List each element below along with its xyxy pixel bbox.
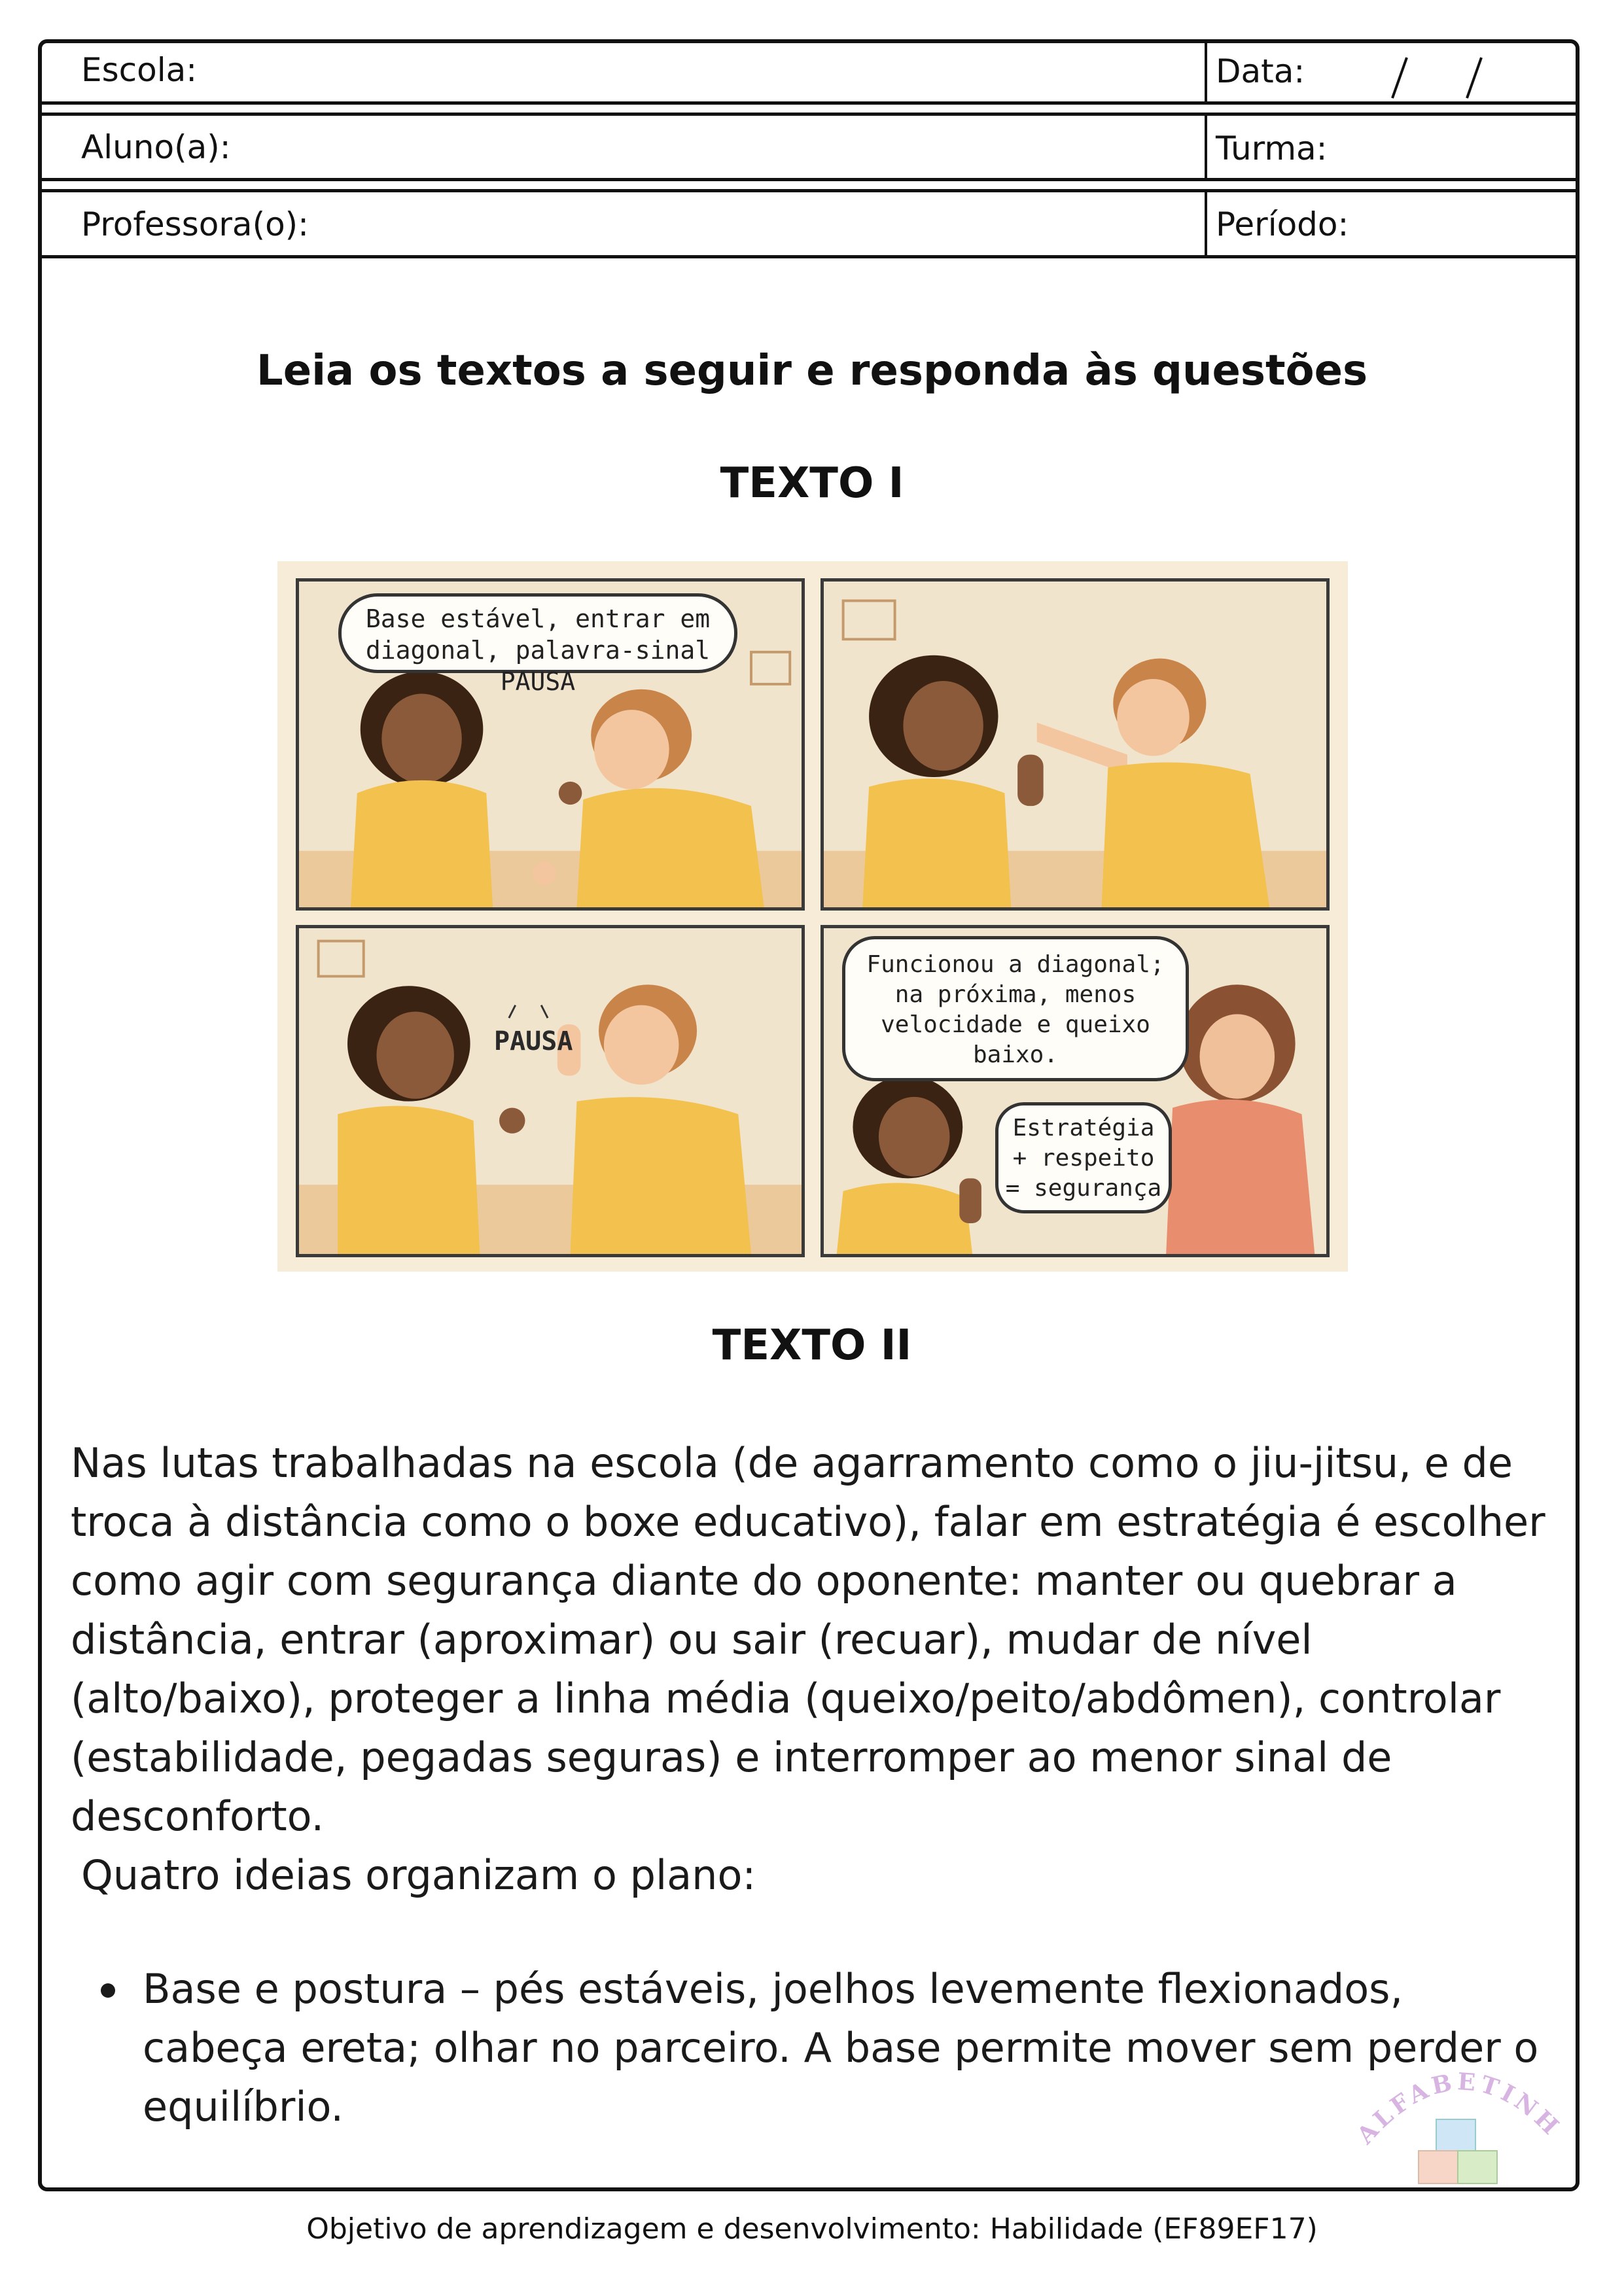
header-divider-3 bbox=[38, 255, 1580, 258]
panel1-speech-bubble: Base estável, entrar em diagonal, palavra-sinal PAUSA bbox=[338, 593, 737, 673]
data-label: Data: bbox=[1216, 52, 1305, 90]
professor-label: Professora(o): bbox=[81, 205, 309, 243]
comic-panel-3 bbox=[296, 925, 805, 1257]
periodo-label: Período: bbox=[1216, 205, 1349, 243]
panel4-teacher-bubble: Funcionou a diagonal; na próxima, menos velocidade e queixo baixo. bbox=[842, 936, 1189, 1081]
comic-panel-1 bbox=[296, 578, 805, 911]
bullet-dot bbox=[101, 1983, 115, 1998]
texto2-title: TEXTO II bbox=[712, 1321, 912, 1370]
turma-label: Turma: bbox=[1216, 130, 1328, 167]
instructions-title: Leia os textos a seguir e responda às questões bbox=[256, 347, 1368, 395]
texto2-paragraph: Nas lutas trabalhadas na escola (de agarramento como o jiu-jitsu, e de troca à distância como o boxe educativo), falar em estratégia é escolher como agir com segurança diante do oponente: manter ou quebrar a distância, entrar (aproximar) ou sair (recuar), mudar de nível (alto/baixo), proteger a linha média (queixo/peito/abdômen), controlar (estabilidade, pegadas seguras) e interromper ao menor sinal de desconforto. bbox=[71, 1439, 1545, 1840]
pausa-word: PAUSA bbox=[494, 1026, 573, 1056]
header-divider-1b bbox=[38, 113, 1580, 116]
footer-objective: Objetivo de aprendizagem e desenvolvimento: Habilidade (EF89EF17) bbox=[306, 2212, 1318, 2246]
alfabetinho-logo bbox=[1354, 2047, 1570, 2185]
header-divider-2 bbox=[38, 178, 1580, 181]
header-vdivider-1 bbox=[1205, 41, 1207, 103]
date-slashes bbox=[1368, 54, 1498, 99]
panel4-small-bubble: Estratégia + respeito = segurança bbox=[995, 1102, 1172, 1213]
header-vdivider-2 bbox=[1205, 114, 1207, 179]
comic-strip bbox=[277, 561, 1348, 1272]
logo-text: ALFABETINH bbox=[1354, 2068, 1567, 2149]
escola-label: Escola: bbox=[81, 51, 198, 89]
header-divider-1 bbox=[38, 101, 1580, 105]
comic-panel-4 bbox=[821, 925, 1330, 1257]
header-vdivider-3 bbox=[1205, 190, 1207, 256]
aluno-label: Aluno(a): bbox=[81, 128, 231, 166]
texto1-title: TEXTO I bbox=[720, 459, 904, 508]
comic-panel-2 bbox=[821, 578, 1330, 911]
header-divider-2b bbox=[38, 189, 1580, 192]
ideas-intro: Quatro ideias organizam o plano: bbox=[81, 1851, 756, 1899]
bullet-item-1: Base e postura – pés estáveis, joelhos levemente flexionados, cabeça ereta; olhar no parceiro. A base permite mover sem perder o equilíbrio. bbox=[143, 1965, 1539, 2131]
